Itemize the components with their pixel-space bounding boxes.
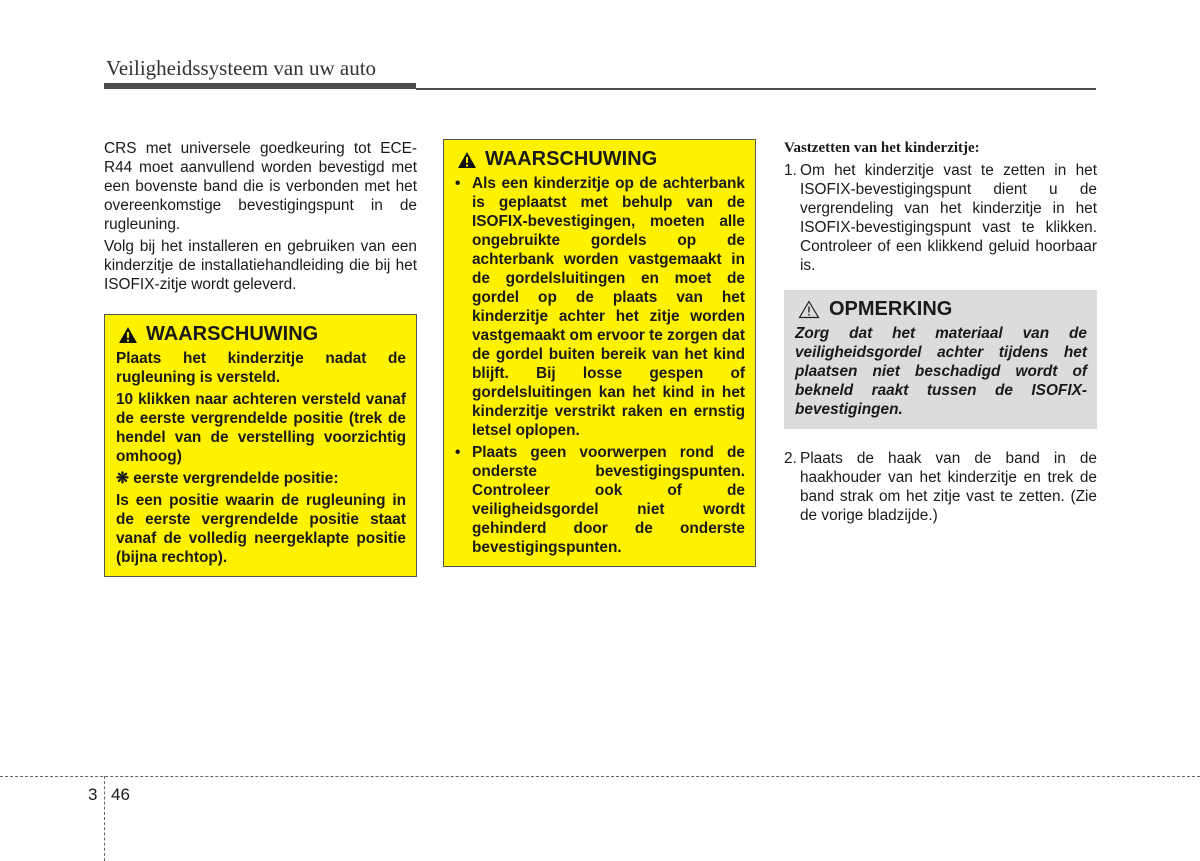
step-text: Om het kinderzitje vast te zetten in het ISOFIX-bevestigingspunt dient u de vergrendeling van het kinderzitje in het ISOFIX-bevestigingspunt vast te klikken. Controleer of een klikkend geluid hoorbaar is. — [800, 162, 1097, 274]
footer-margin-line — [104, 776, 105, 861]
page-number: 46 — [111, 785, 130, 804]
warning-box-left — [104, 314, 417, 577]
column-right — [784, 139, 1097, 525]
step-item — [784, 161, 1097, 275]
warning-box-middle — [443, 139, 756, 567]
header-bar — [104, 83, 416, 89]
note-box — [784, 290, 1097, 429]
warning-header — [457, 150, 745, 169]
footer-divider — [0, 776, 1200, 777]
chapter-number: 3 — [88, 785, 98, 804]
column-left — [104, 139, 417, 297]
warning-title: WAARSCHUWING — [146, 323, 319, 345]
bullet: • — [455, 444, 461, 461]
note-title: OPMERKING — [829, 298, 953, 320]
body-paragraph: Volg bij het installeren en gebruiken van een kinderzitje de installatiehandleiding die bij het ISOFIX-zitje wordt geleverd. — [104, 238, 417, 293]
warning-text: Als een kinderzitje op de achterbank is geplaatst met behulp van de ISOFIX-bevestigingen, moeten alle ongebruikte gordels op de achterbank worden vastgemaakt in de gordelsluitingen en moet de gordel op de plaats van het kinderzitje achter het zitje worden vastgemaakt om ervoor te zorgen dat de gordel buiten bereik van het kind blijft. Bij losse gespen of gordelsluitingen kan het kind in het kinderzitje verstrikt raken en ernstig letsel oplopen. — [472, 175, 745, 439]
warning-text: 10 klikken naar achteren versteld vanaf de eerste vergrendelde positie (trek de hendel van de verstelling voorzichtig omhoog) — [116, 391, 406, 465]
column-middle — [443, 139, 756, 567]
list-item — [455, 443, 745, 557]
note-header — [798, 300, 1087, 319]
list-item — [455, 174, 745, 440]
warning-text: Is een positie waarin de rugleuning in de eerste vergrendelde positie staat vanaf de volledig neergeklapte positie (bijna rechtop). — [116, 492, 406, 566]
warning-text: Plaats geen voorwerpen rond de onderste bevestigingspunten. Controleer ook of de veiligheidsgordel niet wordt gehinderd door de onderste bevestigingspunten. — [472, 444, 745, 556]
warning-title: WAARSCHUWING — [485, 148, 658, 170]
page-title: Veiligheidssysteem van uw auto — [106, 56, 377, 80]
step-number: 1. — [784, 162, 797, 179]
warning-note-line — [116, 469, 406, 488]
step-number: 2. — [784, 450, 797, 467]
warning-text: eerste vergrendelde positie: — [133, 470, 339, 487]
warning-triangle-icon — [457, 151, 477, 169]
bullet: • — [455, 175, 461, 192]
step-text: Plaats de haak van de band in de haakhouder van het kinderzitje en trek de band strak om het zitje vast te zetten. (Zie de vorige bladzijde.) — [800, 450, 1097, 524]
body-paragraph: CRS met universele goedkeuring tot ECE-R44 moet aanvullend worden bevestigd met een bovenste band die is verbonden met het overeenkomstige bevestigingspunt in de rugleuning. — [104, 140, 417, 233]
step-item — [784, 449, 1097, 525]
section-heading: Vastzetten van het kinderzitje: — [784, 140, 980, 156]
header-rule — [416, 88, 1096, 90]
warning-triangle-icon — [118, 326, 138, 344]
warning-header — [118, 325, 406, 344]
asterisk-marker: ❋ — [116, 470, 129, 487]
caution-outline-icon — [798, 300, 820, 319]
note-text: Zorg dat het materiaal van de veiligheidsgordel achter tijdens het plaatsen niet beschadigd wordt of bekneld raakt tussen de ISOFIX-bevestigingen. — [795, 325, 1087, 418]
warning-text: Plaats het kinderzitje nadat de rugleuning is versteld. — [116, 350, 406, 386]
